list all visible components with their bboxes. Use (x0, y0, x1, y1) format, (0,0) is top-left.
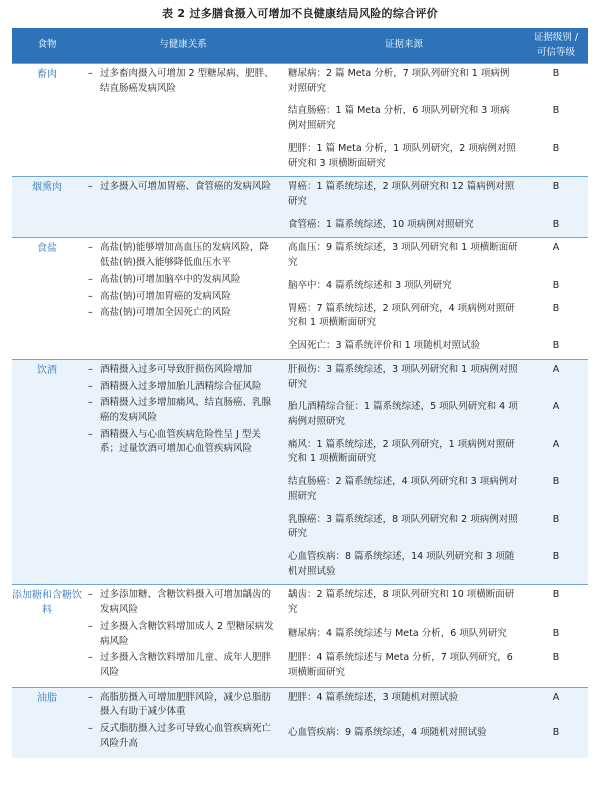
food-name: 烟熏肉 (12, 177, 82, 238)
evidence-level: B (524, 215, 588, 238)
relation-text: 高盐(钠)可增加胃癌的发病风险 (100, 290, 231, 302)
relation-text: 高盐(钠)可增加全因死亡的风险 (100, 307, 231, 319)
evidence-source: 痛风：1 篇系统综述，2 项队列研究，1 项病例对照研究和 1 项横断面研究 (284, 435, 524, 472)
evidence-level: B (524, 64, 588, 102)
evidence-level: B (524, 177, 588, 215)
evidence-source: 全因死亡：3 篇系统评价和 1 项随机对照试验 (288, 340, 481, 352)
relation-text: 高盐(钠)能够增加高血压的发病风险，降低盐(钠)摄入能够降低血压水平 (100, 242, 269, 269)
evidence-source: 心血管疾病：9 篇系统综述，4 项随机对照试验 (284, 723, 524, 758)
evidence-level: B (524, 585, 588, 624)
evidence-level: A (524, 359, 588, 397)
relation-item (88, 273, 278, 288)
dash-bullet-icon: – (88, 273, 93, 285)
dash-bullet-icon: – (88, 652, 93, 664)
header-evidence-level: 证据级别 / 可信等级 (524, 28, 588, 64)
header-evidence-source: 证据来源 (284, 28, 524, 64)
relation-item (88, 691, 278, 720)
evidence-source: 胃癌：1 篇系统综述，2 项队列研究和 12 篇病例对照研究 (284, 177, 524, 215)
relation-text: 过多添加糖、含糖饮料摄入可增加龋齿的发病风险 (100, 589, 272, 616)
dash-bullet-icon: – (88, 380, 93, 392)
evidence-level: B (552, 279, 560, 291)
evidence-table (12, 28, 588, 758)
relation-item (88, 651, 278, 680)
evidence-level: B (552, 628, 560, 640)
dash-bullet-icon: – (88, 181, 93, 193)
table-header-row (12, 28, 588, 64)
evidence-level: B (552, 105, 560, 117)
evidence-source: 结直肠癌：2 篇系统综述，4 项队列研究和 3 项病例对照研究 (284, 472, 524, 509)
health-relations (82, 359, 284, 585)
relation-item (88, 428, 278, 457)
food-name: 食盐 (12, 238, 82, 359)
relation-text: 反式脂肪摄入过多可导致心血管疾病死亡风险升高 (100, 723, 272, 749)
health-relations (82, 64, 284, 177)
relation-text: 过多畜肉摄入可增加 2 型糖尿病、肥胖、结直肠癌发病风险 (100, 68, 274, 94)
dash-bullet-icon: – (88, 242, 93, 254)
health-relations (82, 177, 284, 238)
evidence-source: 糖尿病：4 篇系统综述与 Meta 分析，6 项队列研究 (288, 628, 507, 640)
evidence-source: 肥胖：4 篇系统综述，3 项随机对照试验 (284, 687, 524, 723)
dash-bullet-icon: – (88, 589, 93, 601)
relation-item (88, 620, 278, 649)
relation-text: 过多摄入含糖饮料增加儿童、成年人肥胖风险 (100, 652, 272, 678)
relation-text: 酒精摄入过多增加痛风、结直肠癌、乳腺癌的发病风险 (100, 397, 272, 423)
evidence-source: 胃癌：7 篇系统综述，2 项队列研究，4 项病例对照研究和 1 项横断面研究 (288, 302, 515, 329)
evidence-level: B (552, 302, 560, 314)
relation-text: 高脂肪摄入可增加肥胖风险，减少总脂肪摄入有助于减少体重 (100, 691, 272, 718)
dash-bullet-icon: – (88, 68, 93, 79)
evidence-level: B (552, 142, 560, 154)
evidence-source: 脑卒中：4 篇系统综述和 3 项队列研究 (288, 279, 452, 291)
table-row (12, 359, 588, 397)
evidence-source: 肥胖：1 篇 Meta 分析，1 项队列研究，2 项病例对照研究和 3 项横断面研究 (288, 142, 516, 169)
relation-item (88, 67, 278, 96)
health-relations (82, 687, 284, 757)
relation-item (88, 380, 278, 395)
relation-item (88, 241, 278, 270)
relation-text: 酒精摄入过多增加胎儿酒精综合征风险 (100, 380, 262, 392)
dash-bullet-icon: – (88, 290, 93, 302)
dash-bullet-icon: – (88, 620, 93, 632)
evidence-level: A (524, 238, 588, 276)
evidence-source: 肝损伤：3 篇系统综述，3 项队列研究和 1 项病例对照研究 (284, 359, 524, 397)
evidence-level: B (552, 340, 560, 352)
table-row (12, 64, 588, 102)
header-health-relation: 与健康关系 (82, 28, 284, 64)
evidence-level: B (524, 510, 588, 547)
evidence-level: A (524, 687, 588, 723)
evidence-level: B (524, 547, 588, 585)
evidence-level: B (524, 723, 588, 758)
food-name: 畜肉 (12, 64, 82, 177)
table-row (12, 238, 588, 276)
relation-item (88, 396, 278, 425)
table-row (12, 177, 588, 215)
relation-text: 过多摄入含糖饮料增加成人 2 型糖尿病发病风险 (100, 620, 274, 647)
dash-bullet-icon: – (88, 363, 93, 375)
evidence-level: A (524, 397, 588, 434)
food-name: 添加糖和含糖饮料 (12, 585, 82, 687)
relation-item (88, 306, 278, 321)
relation-text: 酒精摄入过多可导致肝损伤风险增加 (100, 363, 253, 375)
evidence-source: 心血管疾病：8 篇系统综述，14 项队列研究和 3 项随机对照试验 (284, 547, 524, 585)
health-relations (82, 238, 284, 359)
evidence-source: 乳腺癌：3 篇系统综述，8 项队列研究和 2 项病例对照研究 (284, 510, 524, 547)
relation-item (88, 722, 278, 751)
dash-bullet-icon: – (88, 307, 93, 319)
dash-bullet-icon: – (88, 397, 93, 409)
evidence-source: 食管癌：1 篇系统综述，10 项病例对照研究 (284, 215, 524, 238)
table-body (12, 64, 588, 758)
evidence-level: B (552, 651, 560, 663)
evidence-source: 高血压：9 篇系统综述，3 项队列研究和 1 项横断面研究 (284, 238, 524, 276)
table-row (12, 687, 588, 723)
relation-item (88, 588, 278, 617)
dash-bullet-icon: – (88, 691, 93, 703)
evidence-level: B (524, 472, 588, 509)
header-food: 食物 (12, 28, 82, 64)
relation-text: 酒精摄入与心血管疾病危险性呈 J 型关系；过量饮酒可增加心血管疾病风险 (100, 428, 261, 455)
relation-item (88, 363, 278, 378)
food-name: 饮酒 (12, 359, 82, 585)
table-row (12, 585, 588, 624)
dash-bullet-icon: – (88, 428, 93, 440)
health-relations (82, 585, 284, 687)
food-name: 油脂 (12, 687, 82, 757)
evidence-level: A (524, 435, 588, 472)
relation-text: 高盐(钠)可增加脑卒中的发病风险 (100, 273, 241, 285)
relation-text: 过多摄入可增加胃癌、食管癌的发病风险 (100, 181, 272, 193)
relation-item (88, 290, 278, 305)
dash-bullet-icon: – (88, 723, 93, 735)
evidence-source: 龋齿：2 篇系统综述，8 项队列研究和 10 项横断面研究 (284, 585, 524, 624)
table-title: 表 2 过多膳食摄入可增加不良健康结局风险的综合评价 (161, 7, 439, 20)
evidence-source: 结直肠癌：1 篇 Meta 分析，6 项队列研究和 3 项病例对照研究 (288, 105, 510, 132)
evidence-source: 胎儿酒精综合征：1 篇系统综述，5 项队列研究和 4 项病例对照研究 (284, 397, 524, 434)
evidence-source: 糖尿病：2 篇 Meta 分析，7 项队列研究和 1 项病例对照研究 (284, 64, 524, 102)
relation-item (88, 180, 278, 195)
evidence-source: 肥胖：4 篇系统综述与 Meta 分析，7 项队列研究，6 项横断面研究 (288, 651, 513, 678)
